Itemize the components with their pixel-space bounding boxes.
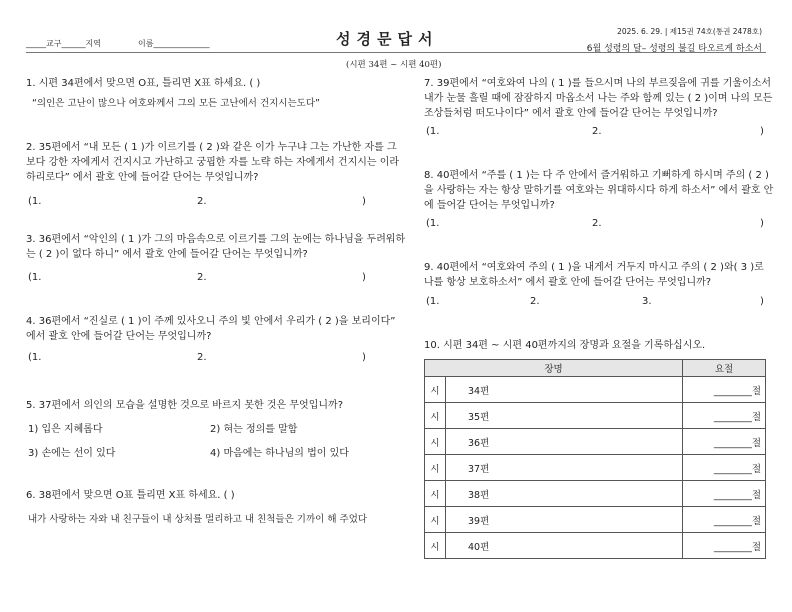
question-1: 1. 시편 34편에서 맞으면 O표, 틀리면 X표 하세요. ( ) (26, 78, 261, 89)
answer-blank-2[interactable]: 2. (197, 196, 207, 207)
answer-close: ) (362, 352, 366, 363)
table-row (425, 507, 766, 533)
psalm-label: 시 (425, 403, 446, 429)
answer-blank-1[interactable]: (1. (426, 218, 440, 229)
question-7: 7. 39편에서 “여호와여 나의 ( 1 )를 들으시며 나의 부르짖음에 귀를 기울이소서 내가 눈물 흘릴 때에 잠잠하지 마옵소서 나는 주와 함께 있는 ( 2 )이며 나의 모든 조상들처럼 떠도나이다” 에서 괄호 안에 들어갈 단어는 무엇입니까? (424, 78, 773, 119)
question-1-statement: “의인은 고난이 많으나 여호와께서 그의 모든 고난에서 건지시는도다” (32, 98, 320, 109)
question-6: 6. 38편에서 맞으면 O표 틀리면 X표 하세요. ( ) (26, 490, 235, 501)
header-verse: 요절 (683, 360, 766, 377)
issue-date: 2025. 6. 29. | 제15권 74호(통권 2478호) (617, 27, 762, 36)
answer-blank-3[interactable]: 3. (642, 296, 652, 307)
psalm-label: 시 (425, 533, 446, 559)
question-2: 2. 35편에서 “내 모든 ( 1 )가 이르기를 ( 2 )와 같은 이가 누구냐 그는 가난한 자를 그보다 강한 자에게서 건지시고 가난하고 궁핍한 자를 노략 하는 자에게서 건지시는 이라 하리로다” 에서 괄호 안에 들어갈 단어는 무엇입니까? (26, 142, 400, 183)
answer-close: ) (362, 272, 366, 283)
answer-blank-2[interactable]: 2. (530, 296, 540, 307)
answer-blank-2[interactable]: 2. (197, 272, 207, 283)
chapter-cell: 37편 (446, 455, 683, 481)
psalm-label: 시 (425, 507, 446, 533)
chapter-cell: 34편 (446, 377, 683, 403)
question-4: 4. 36편에서 “진실로 ( 1 )이 주께 있사오니 주의 빛 안에서 우리가 ( 2 )을 보리이다” 에서 괄호 안에 들어갈 단어는 무엇입니까? (26, 316, 396, 342)
table-row (425, 429, 766, 455)
answer-blank-1[interactable]: (1. (28, 196, 42, 207)
psalm-label: 시 (425, 429, 446, 455)
page-title: 성경문답서 (336, 30, 439, 48)
answer-close: ) (760, 126, 764, 137)
psalm-label: 시 (425, 481, 446, 507)
table-row (425, 533, 766, 559)
answer-blank-1[interactable]: (1. (28, 272, 42, 283)
table-row (425, 481, 766, 507)
answer-blank-2[interactable]: 2. (592, 218, 602, 229)
option-4[interactable]: 4) 마음에는 하나님의 법이 있다 (210, 448, 349, 459)
chapter-cell: 36편 (446, 429, 683, 455)
verse-input[interactable]: ________절 (683, 481, 766, 507)
table-row (425, 377, 766, 403)
question-10: 10. 시편 34편 ~ 시편 40편까지의 장명과 요절을 기록하십시오. (424, 340, 706, 351)
verse-input[interactable]: ________절 (683, 507, 766, 533)
answer-close: ) (760, 296, 764, 307)
option-3[interactable]: 3) 손에는 선이 있다 (28, 448, 116, 459)
verse-input[interactable]: ________절 (683, 377, 766, 403)
question-5: 5. 37편에서 의인의 모습을 설명한 것으로 바르지 못한 것은 무엇입니까? (26, 400, 344, 411)
option-1[interactable]: 1) 입은 지혜롭다 (28, 424, 103, 435)
chapter-cell: 38편 (446, 481, 683, 507)
header-divider (26, 52, 766, 53)
answer-close: ) (760, 218, 764, 229)
monthly-topic: 6월 성령의 달– 성령의 불길 타오르게 하소서 (586, 44, 762, 54)
question-8: 8. 40편에서 “주를 ( 1 )는 다 주 안에서 즐거워하고 기뻐하게 하시며 주의 ( 2 )을 사랑하는 자는 항상 말하기를 여호와는 위대하시다 하게 하소서” 에서 괄호 안에 들어갈 단어는 무엇입니까? (424, 170, 774, 211)
question-3: 3. 36편에서 “악인의 ( 1 )가 그의 마음속으로 이르기를 그의 눈에는 하나님을 두려워하는 ( 2 )이 없다 하니” 에서 괄호 안에 들어갈 단어는 무엇입니까? (26, 234, 406, 260)
verse-input[interactable]: ________절 (683, 455, 766, 481)
option-2[interactable]: 2) 혀는 정의를 말함 (210, 424, 298, 435)
chapter-cell: 35편 (446, 403, 683, 429)
answer-blank-2[interactable]: 2. (592, 126, 602, 137)
answer-close: ) (362, 196, 366, 207)
chapter-cell: 40편 (446, 533, 683, 559)
answer-blank-1[interactable]: (1. (426, 126, 440, 137)
question-6-statement: 내가 사랑하는 자와 내 친구들이 내 상처를 멀리하고 내 친척들은 기까이 해 주었다 (28, 514, 368, 525)
verse-input[interactable]: ________절 (683, 429, 766, 455)
table-row (425, 403, 766, 429)
psalm-label: 시 (425, 455, 446, 481)
church-region-field[interactable]: _____교구______지역 (26, 39, 101, 48)
psalm-range: (시편 34편 ~ 시편 40편) (346, 60, 442, 70)
table-header-row (425, 360, 766, 377)
question-9: 9. 40편에서 “여호와여 주의 ( 1 )을 내게서 거두지 마시고 주의 ( 2 )와( 3 )로 나를 항상 보호하소서” 에서 괄호 안에 들어갈 단어는 무엇입니까? (424, 262, 764, 288)
answer-blank-1[interactable]: (1. (426, 296, 440, 307)
answer-blank-2[interactable]: 2. (197, 352, 207, 363)
header-chapter: 장명 (425, 360, 683, 377)
answer-blank-1[interactable]: (1. (28, 352, 42, 363)
verse-input[interactable]: ________절 (683, 533, 766, 559)
psalm-table (424, 359, 766, 559)
psalm-label: 시 (425, 377, 446, 403)
name-field[interactable]: 이름______________ (138, 39, 210, 48)
table-row (425, 455, 766, 481)
chapter-cell: 39편 (446, 507, 683, 533)
verse-input[interactable]: ________절 (683, 403, 766, 429)
